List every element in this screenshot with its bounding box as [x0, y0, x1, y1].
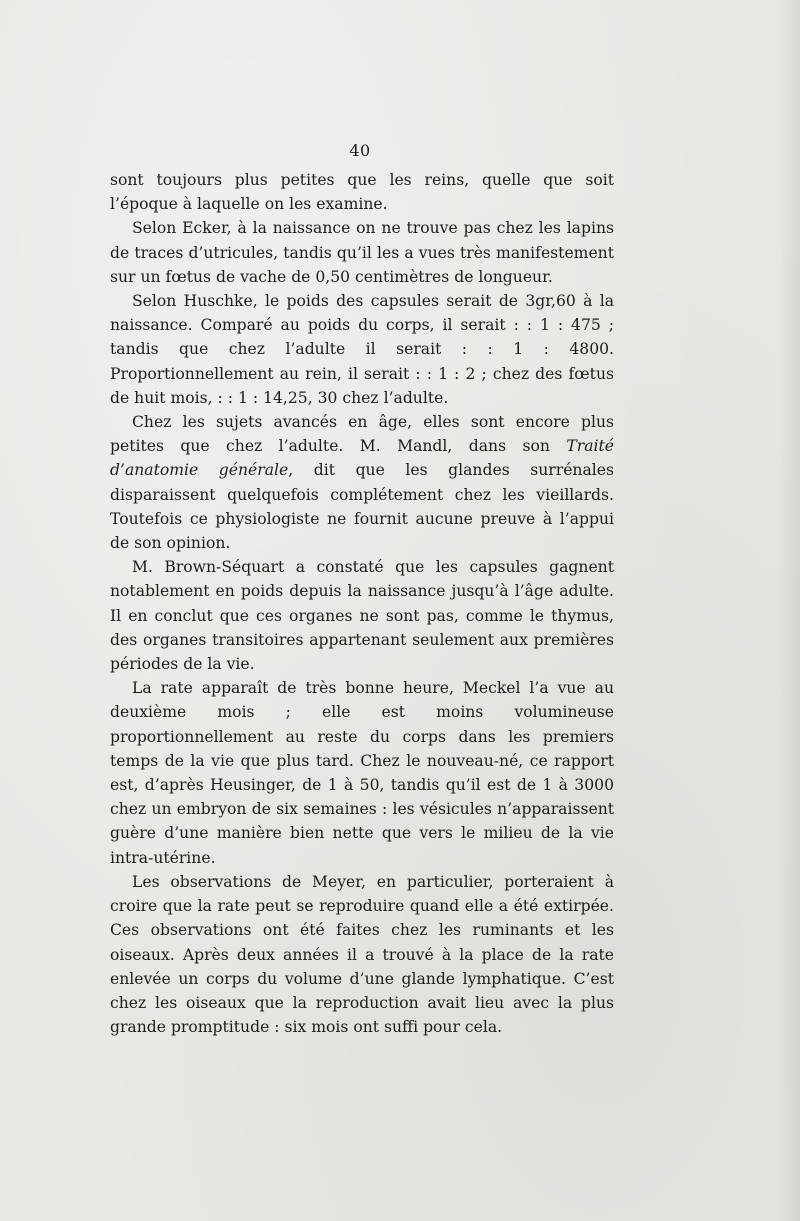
page-edge-shadow	[778, 0, 800, 1221]
paragraph-1: sont toujours plus petites que les reins, quelle que soit l’époque à laquelle on les examine.	[110, 171, 614, 214]
paragraph-6: La rate apparaît de très bonne heure, Meckel l’a vue au deuxième mois ; elle est moins volumineuse proportionnellement au reste du corps dans les premiers temps de la vie que plus tard. Chez le nouveau-né, ce rapport est, d’après Heusinger, de 1 à 50, tandis qu’il est de 1 à 3000 chez un embryon de six semaines : les vésicules n’apparaissent guère d’une manière bien nette que vers le milieu de la vie intra-utérine.	[110, 679, 614, 867]
paragraph-4-text-after: , dit que les glandes surrénales disparaissent quelquefois complétement chez les vieillards. Toutefois ce physiologiste ne fournit aucune preuve à l’appui de son opinion.	[110, 461, 614, 553]
paragraph-5: M. Brown-Séquart a constaté que les capsules gagnent notablement en poids depuis la naissance jusqu’à l’âge adulte. Il en conclut que ces organes ne sont pas, comme le thymus, des organes transitoires appartenant seulement aux premières périodes de la vie.	[110, 558, 614, 674]
book-title: Traité d’anatomie générale	[110, 437, 614, 480]
paragraph-2: Selon Ecker, à la naissance on ne trouve pas chez les lapins de traces d’utricules, tandis qu’il les a vues très manifestement sur un fœtus de vache de 0,50 centimètres de longueur.	[110, 219, 614, 286]
paragraph-4-text-before: Chez les sujets avancés en âge, elles sont encore plus petites que chez l’adulte. M. Mandl, dans son	[110, 413, 614, 456]
page-number: 40	[349, 141, 371, 160]
paragraph-3: Selon Huschke, le poids des capsules serait de 3gr,60 à la naissance. Comparé au poids du corps, il serait : : 1 : 475 ; tandis que chez l’adulte il serait : : 1 : 4800. Proportionnellement au rein, il serait : : 1 : 2 ; chez des fœtus de huit mois, : : 1 : 14,25, 30 chez l’adulte.	[110, 292, 614, 407]
paragraph-4	[110, 410, 614, 555]
paragraph-7: Les observations de Meyer, en particulier, porteraient à croire que la rate peut se reproduire quand elle a été extirpée. Ces observations ont été faites chez les ruminants et les oiseaux. Après deux années il a trouvé à la place de la rate enlevée un corps du volume d’une glande lymphatique. C’est chez les oiseaux que la reproduction avait lieu avec la plus grande promptitude : six mois ont suffi pour cela.	[110, 872, 614, 1037]
body-text	[110, 168, 614, 1039]
